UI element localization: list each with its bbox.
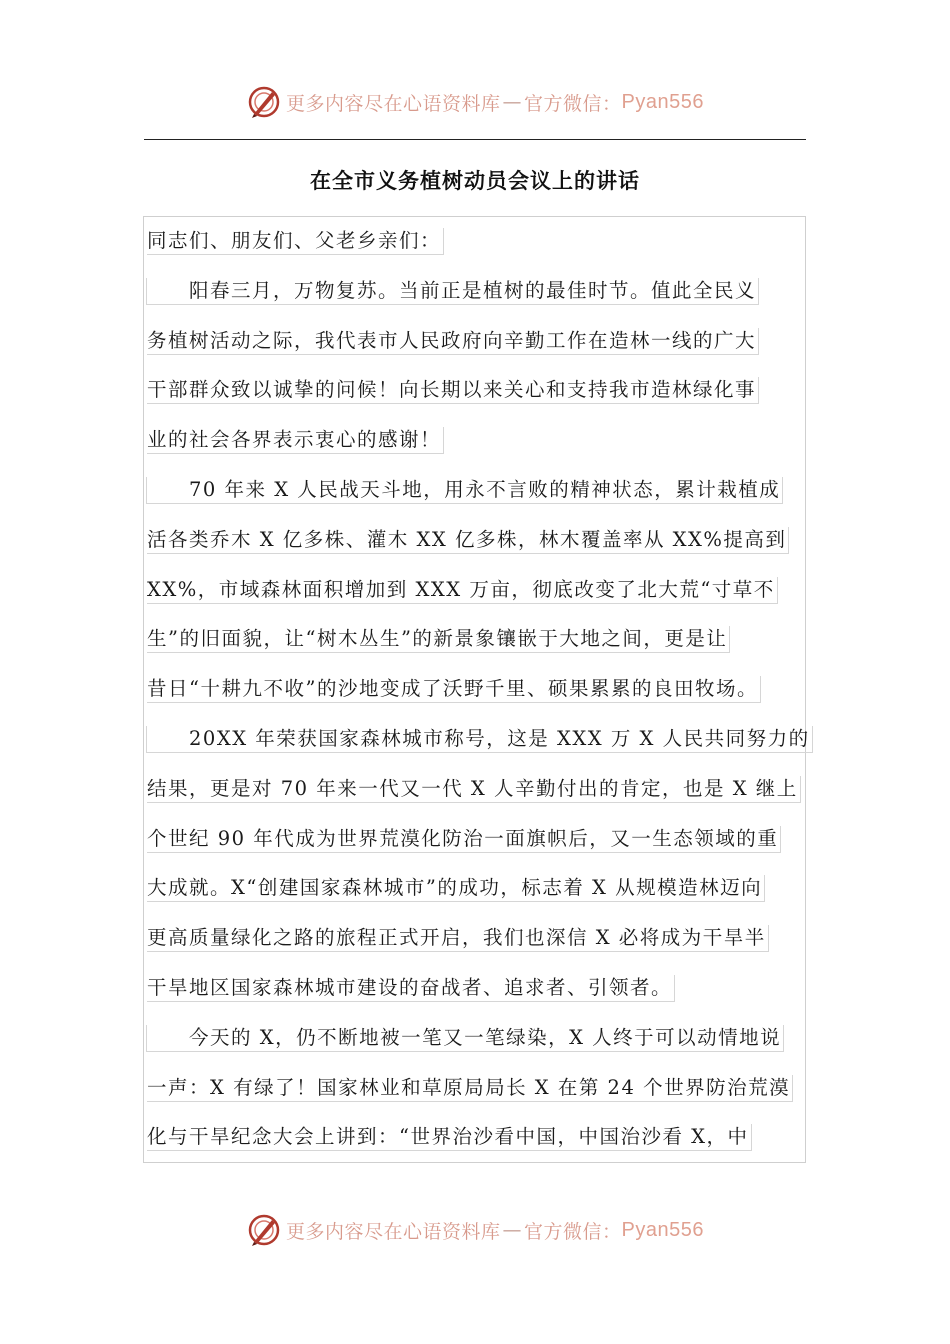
body-line-text: 阳春三月，万物复苏。当前正是植树的最佳时节。值此全民义	[146, 278, 759, 305]
body-line-text: 活各类乔木 X 亿多株、灌木 XX 亿多株，林木覆盖率从 XX%提高到	[147, 527, 789, 554]
header-divider	[144, 139, 806, 140]
body-line	[147, 626, 827, 676]
body-line-text: 一声：X 有绿了！国家林业和草原局局长 X 在第 24 个世界防治荒漠	[147, 1075, 793, 1102]
watermark-dash: —	[502, 91, 523, 113]
body-line	[147, 875, 827, 925]
body-line	[147, 527, 827, 577]
body-line-text: 个世纪 90 年代成为世界荒漠化防治一面旗帜后，又一生态领域的重	[147, 826, 781, 853]
watermark-text: 更多内容尽在心语资料库	[286, 92, 501, 115]
body-line-text: 务植树活动之际，我代表市人民政府向辛勤工作在造林一线的广大	[147, 328, 759, 355]
body-line	[147, 377, 827, 427]
body-line	[147, 826, 827, 876]
body-line	[147, 278, 827, 328]
body-line	[147, 676, 827, 726]
body-line	[147, 427, 827, 477]
body-line	[147, 776, 827, 826]
body-line	[147, 925, 827, 975]
body-line-text: 化与干旱纪念大会上讲到：“世界治沙看中国，中国治沙看 X，中	[147, 1124, 752, 1151]
body-line-text: 更高质量绿化之路的旅程正式开启，我们也深信 X 必将成为干旱半	[147, 925, 769, 952]
body-line-text: 干部群众致以诚挚的问候！向长期以来关心和支持我市造林绿化事	[147, 377, 759, 404]
body-line	[147, 228, 827, 278]
body-line-text: 大成就。X“创建国家森林城市”的成功，标志着 X 从规模造林迈向	[147, 875, 765, 902]
body-line-text: 生”的旧面貌，让“树木丛生”的新景象镶嵌于大地之间，更是让	[147, 626, 730, 653]
body-line	[147, 1025, 827, 1075]
body-line-text: 结果，更是对 70 年来一代又一代 X 人辛勤付出的肯定，也是 X 继上	[147, 776, 801, 803]
body-line-text: 今天的 X，仍不断地被一笔又一笔绿染，X 人终于可以动情地说	[146, 1025, 784, 1052]
body-line-text: XX%，市域森林面积增加到 XXX 万亩，彻底改变了北大荒“寸草不	[147, 577, 778, 604]
body-line-text: 业的社会各界表示衷心的感谢！	[147, 427, 444, 454]
body-line-text: 同志们、朋友们、父老乡亲们：	[147, 228, 444, 255]
document-body	[147, 228, 827, 1174]
document-title: 在全市义务植树动员会议上的讲话	[310, 169, 640, 193]
watermark-wechat-id: Pyan556	[621, 90, 704, 113]
watermark-wechat-id: Pyan556	[621, 1218, 704, 1241]
body-line	[147, 328, 827, 378]
body-line	[147, 726, 827, 776]
header-watermark	[0, 82, 950, 122]
watermark-label: 官方微信：	[524, 1220, 622, 1243]
pen-logo-icon	[246, 84, 282, 120]
watermark-label: 官方微信：	[524, 92, 622, 115]
footer-watermark	[0, 1210, 950, 1250]
body-line	[147, 1124, 827, 1174]
body-line-text: 干旱地区国家森林城市建设的奋战者、追求者、引领者。	[147, 975, 675, 1002]
body-line-text: 70 年来 X 人民战天斗地，用永不言败的精神状态，累计栽植成	[146, 477, 783, 504]
body-line	[147, 577, 827, 627]
body-line	[147, 477, 827, 527]
watermark-text: 更多内容尽在心语资料库	[286, 1220, 501, 1243]
watermark-dash: —	[502, 1219, 523, 1241]
body-line-text: 20XX 年荣获国家森林城市称号，这是 XXX 万 X 人民共同努力的	[146, 726, 813, 753]
body-line	[147, 975, 827, 1025]
body-line	[147, 1075, 827, 1125]
pen-logo-icon	[246, 1212, 282, 1248]
body-line-text: 昔日“十耕九不收”的沙地变成了沃野千里、硕果累累的良田牧场。	[147, 676, 761, 703]
